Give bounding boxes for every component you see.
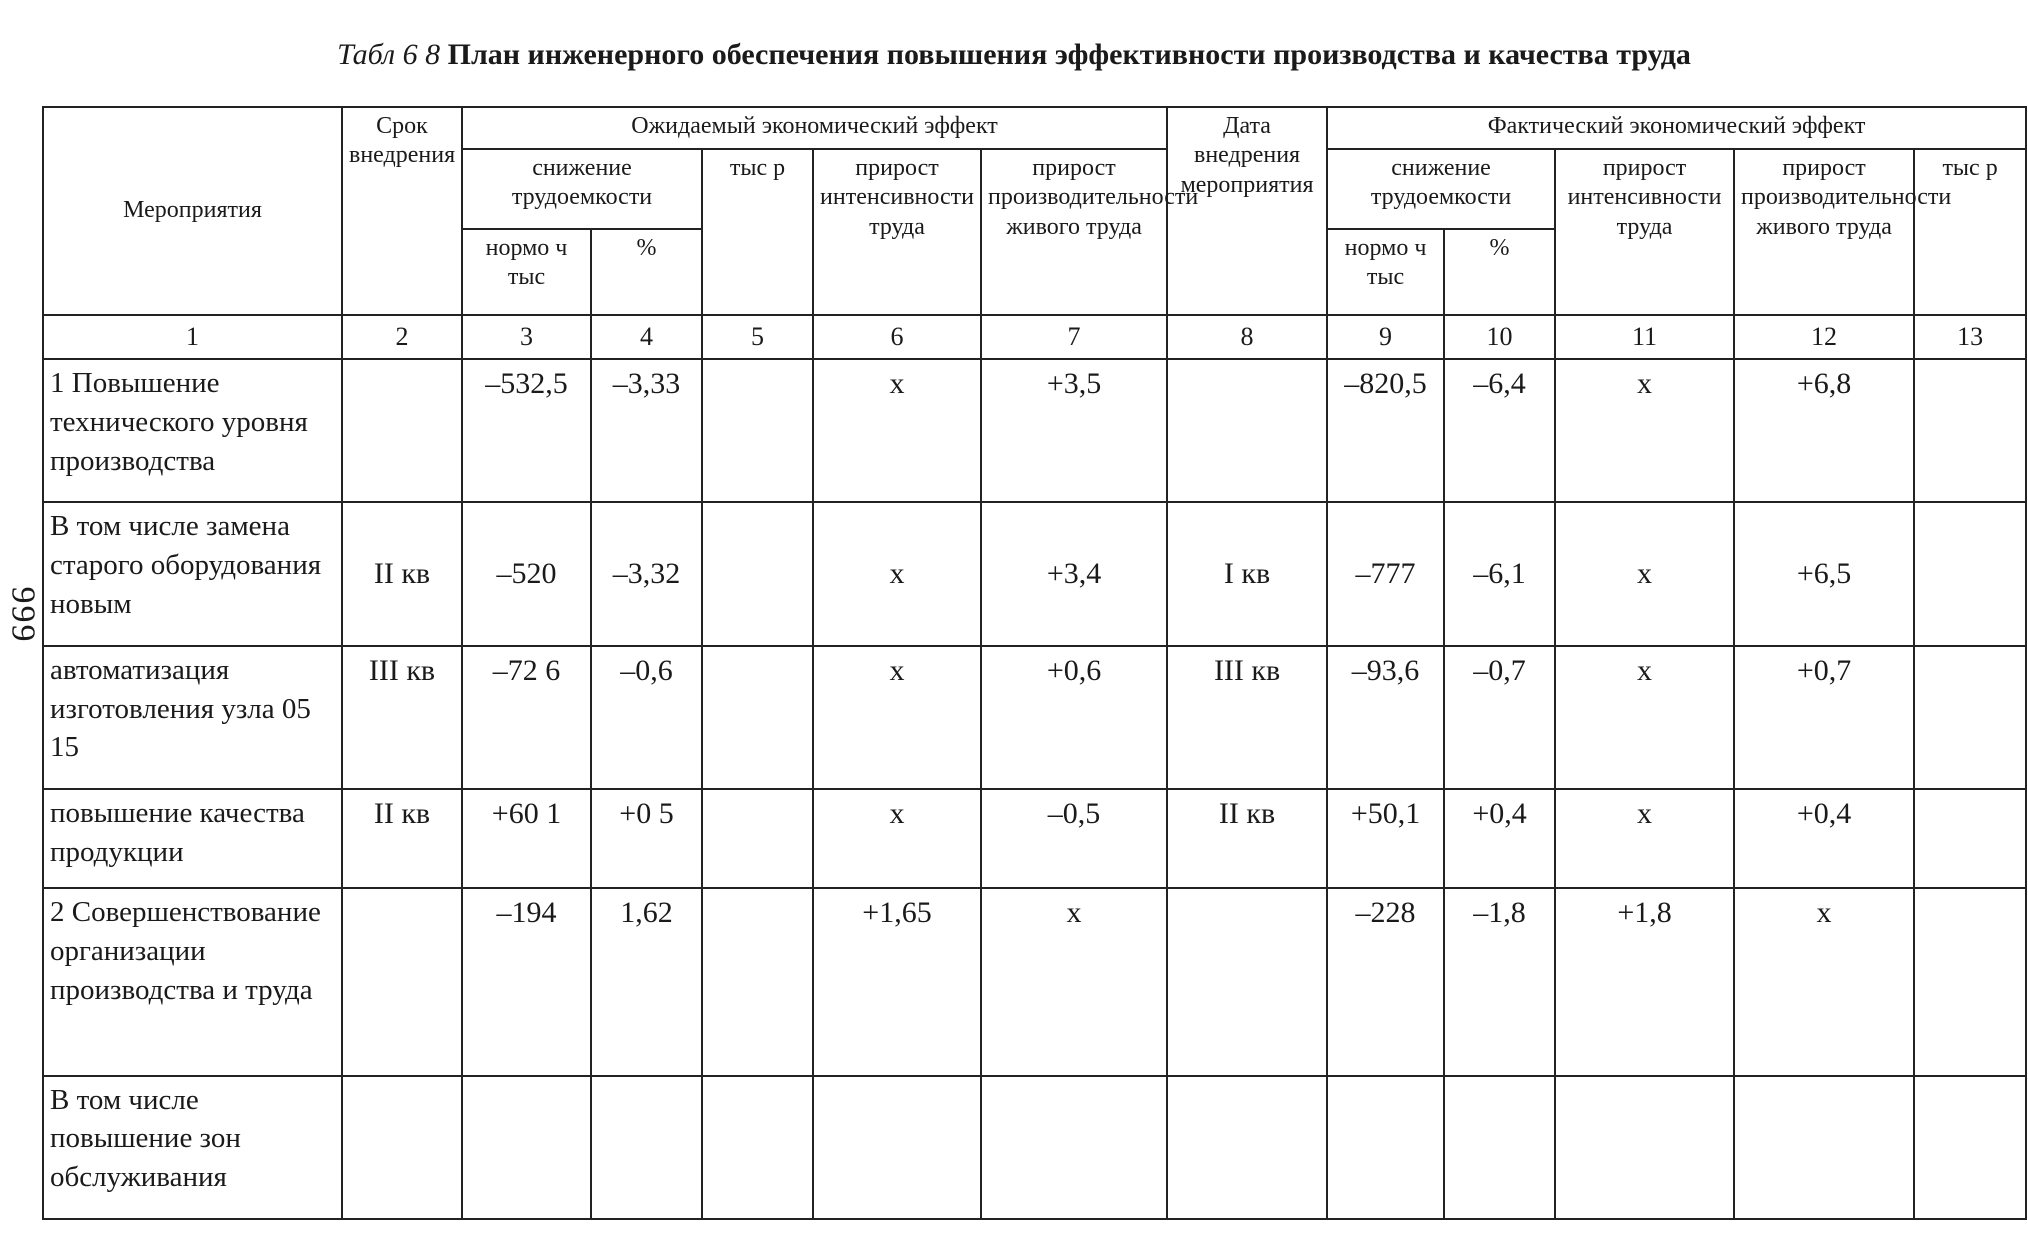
efficiency-plan-table <box>42 106 2027 1220</box>
expected-percent-cell: 1,62 <box>591 888 702 1076</box>
expected-intensity-cell: х <box>813 359 981 502</box>
implementation-date-cell <box>1167 1076 1327 1219</box>
actual-norm-hours-cell: +50,1 <box>1327 789 1444 888</box>
expected-intensity-cell: х <box>813 789 981 888</box>
actual-intensity-cell <box>1555 1076 1734 1219</box>
expected-productivity-cell: –0,5 <box>981 789 1167 888</box>
column-number: 10 <box>1444 315 1555 359</box>
actual-norm-hours-cell: –777 <box>1327 502 1444 645</box>
actual-percent-cell: –0,7 <box>1444 646 1555 789</box>
table-row <box>43 359 2026 502</box>
caption-title: План инженерного обеспечения повышения эффективности производства и качества труда <box>447 38 1691 71</box>
actual-percent-cell: +0,4 <box>1444 789 1555 888</box>
deadline-cell <box>342 359 462 502</box>
measure-cell: 1 Повышение технического уровня производства <box>43 359 342 502</box>
table-row <box>43 888 2026 1076</box>
column-number: 12 <box>1734 315 1914 359</box>
side-page-mark: 999 <box>4 586 42 644</box>
header-expected-effect: Ожидаемый экономический эффект <box>462 107 1167 149</box>
implementation-date-cell <box>1167 888 1327 1076</box>
actual-productivity-cell: х <box>1734 888 1914 1076</box>
actual-rub-cell <box>1914 1076 2026 1219</box>
expected-norm-hours-cell: –520 <box>462 502 591 645</box>
header-intensity-growth: прирост интенсивности труда <box>813 149 981 315</box>
expected-norm-hours-cell: –532,5 <box>462 359 591 502</box>
actual-intensity-cell: +1,8 <box>1555 888 1734 1076</box>
implementation-date-cell: I кв <box>1167 502 1327 645</box>
table-caption <box>0 38 2028 72</box>
expected-rub-cell <box>702 1076 813 1219</box>
measure-cell: В том числе замена старого оборудования новым <box>43 502 342 645</box>
actual-intensity-cell: х <box>1555 502 1734 645</box>
header-implementation-date: Дата внедрения мероприятия <box>1167 107 1327 315</box>
implementation-date-cell: III кв <box>1167 646 1327 789</box>
expected-intensity-cell: +1,65 <box>813 888 981 1076</box>
caption-label: Табл 6 8 <box>337 38 441 71</box>
expected-percent-cell <box>591 1076 702 1219</box>
actual-productivity-cell: +6,8 <box>1734 359 1914 502</box>
actual-percent-cell: –6,1 <box>1444 502 1555 645</box>
header-intensity-growth-actual: прирост интенсивности труда <box>1555 149 1734 315</box>
header-productivity-growth-actual: прирост производительности живого труда <box>1734 149 1914 315</box>
expected-intensity-cell: х <box>813 646 981 789</box>
actual-productivity-cell: +0,4 <box>1734 789 1914 888</box>
actual-productivity-cell: +6,5 <box>1734 502 1914 645</box>
column-number: 8 <box>1167 315 1327 359</box>
actual-percent-cell <box>1444 1076 1555 1219</box>
expected-rub-cell <box>702 359 813 502</box>
measure-cell: повышение качества продукции <box>43 789 342 888</box>
column-number: 6 <box>813 315 981 359</box>
actual-rub-cell <box>1914 646 2026 789</box>
header-percent: % <box>591 229 702 315</box>
deadline-cell: II кв <box>342 502 462 645</box>
actual-percent-cell: –1,8 <box>1444 888 1555 1076</box>
deadline-cell: III кв <box>342 646 462 789</box>
header-thousand-rub-actual: тыс р <box>1914 149 2026 315</box>
implementation-date-cell <box>1167 359 1327 502</box>
actual-intensity-cell: х <box>1555 789 1734 888</box>
deadline-cell <box>342 888 462 1076</box>
implementation-date-cell: II кв <box>1167 789 1327 888</box>
expected-productivity-cell: +3,5 <box>981 359 1167 502</box>
expected-norm-hours-cell <box>462 1076 591 1219</box>
actual-rub-cell <box>1914 359 2026 502</box>
expected-norm-hours-cell: +60 1 <box>462 789 591 888</box>
column-number: 7 <box>981 315 1167 359</box>
actual-intensity-cell: х <box>1555 646 1734 789</box>
actual-norm-hours-cell: –820,5 <box>1327 359 1444 502</box>
expected-rub-cell <box>702 502 813 645</box>
header-thousand-rub: тыс р <box>702 149 813 315</box>
expected-productivity-cell <box>981 1076 1167 1219</box>
expected-percent-cell: –3,33 <box>591 359 702 502</box>
table-row <box>43 502 2026 645</box>
actual-productivity-cell: +0,7 <box>1734 646 1914 789</box>
expected-productivity-cell: +3,4 <box>981 502 1167 645</box>
measure-cell: В том числе повышение зон обслуживания <box>43 1076 342 1219</box>
expected-percent-cell: –0,6 <box>591 646 702 789</box>
deadline-cell <box>342 1076 462 1219</box>
actual-intensity-cell: х <box>1555 359 1734 502</box>
column-number: 1 <box>43 315 342 359</box>
actual-percent-cell: –6,4 <box>1444 359 1555 502</box>
header-measures: Мероприятия <box>43 107 342 315</box>
expected-rub-cell <box>702 789 813 888</box>
header-deadline: Срок внедрения <box>342 107 462 315</box>
header-norm-hours: нормо ч тыс <box>462 229 591 315</box>
expected-percent-cell: –3,32 <box>591 502 702 645</box>
column-number: 9 <box>1327 315 1444 359</box>
header-norm-hours-actual: нормо ч тыс <box>1327 229 1444 315</box>
expected-rub-cell <box>702 646 813 789</box>
column-number: 2 <box>342 315 462 359</box>
expected-norm-hours-cell: –194 <box>462 888 591 1076</box>
table-row <box>43 789 2026 888</box>
column-number: 11 <box>1555 315 1734 359</box>
deadline-cell: II кв <box>342 789 462 888</box>
table-row <box>43 1076 2026 1219</box>
measure-cell: 2 Совершенствование организации производства и труда <box>43 888 342 1076</box>
header-percent-actual: % <box>1444 229 1555 315</box>
column-number: 5 <box>702 315 813 359</box>
column-number: 3 <box>462 315 591 359</box>
expected-intensity-cell: х <box>813 502 981 645</box>
expected-rub-cell <box>702 888 813 1076</box>
table-row <box>43 646 2026 789</box>
actual-rub-cell <box>1914 502 2026 645</box>
expected-percent-cell: +0 5 <box>591 789 702 888</box>
actual-productivity-cell <box>1734 1076 1914 1219</box>
header-actual-effect: Фактический экономический эффект <box>1327 107 2026 149</box>
expected-norm-hours-cell: –72 6 <box>462 646 591 789</box>
actual-norm-hours-cell: –93,6 <box>1327 646 1444 789</box>
header-labor-reduction-actual: снижение трудоемкости <box>1327 149 1555 229</box>
measure-cell: автоматизация изготовления узла 05 15 <box>43 646 342 789</box>
expected-productivity-cell: +0,6 <box>981 646 1167 789</box>
actual-rub-cell <box>1914 888 2026 1076</box>
expected-intensity-cell <box>813 1076 981 1219</box>
actual-norm-hours-cell <box>1327 1076 1444 1219</box>
header-labor-reduction: снижение трудоемкости <box>462 149 702 229</box>
actual-norm-hours-cell: –228 <box>1327 888 1444 1076</box>
column-number: 13 <box>1914 315 2026 359</box>
column-numbers-row <box>43 315 2026 359</box>
header-productivity-growth: прирост производительности живого труда <box>981 149 1167 315</box>
actual-rub-cell <box>1914 789 2026 888</box>
column-number: 4 <box>591 315 702 359</box>
expected-productivity-cell: х <box>981 888 1167 1076</box>
